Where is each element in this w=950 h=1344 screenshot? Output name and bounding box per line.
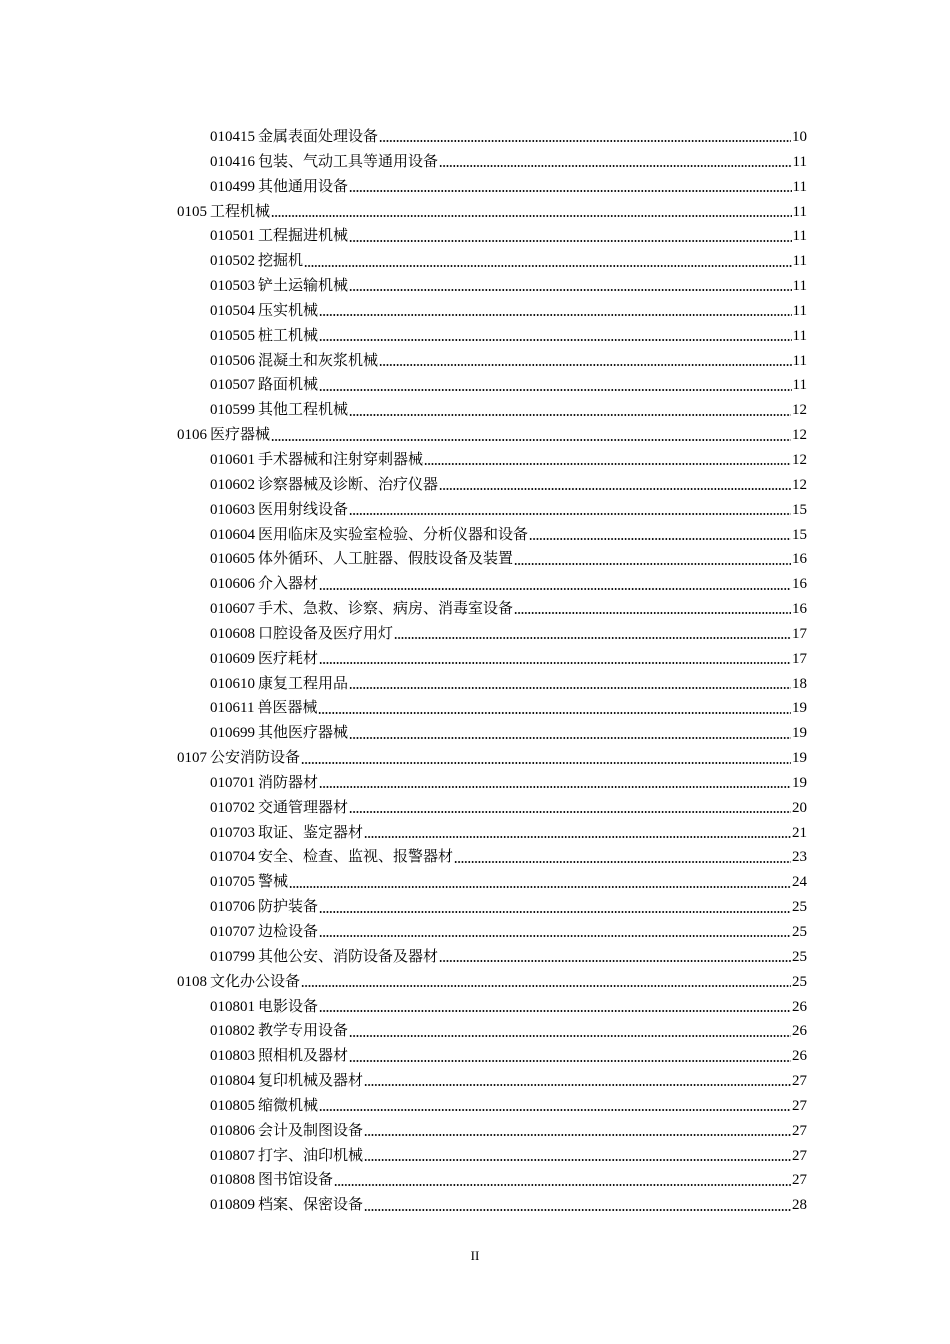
toc-entry-page-number: 16 — [792, 551, 807, 568]
toc-entry-code: 010804 — [210, 1073, 255, 1090]
toc-entry-title: 铲土运输机械 — [258, 278, 349, 295]
toc-entry-code: 010702 — [210, 799, 255, 816]
toc-entry-code: 010803 — [210, 1048, 255, 1065]
toc-entry[interactable] — [177, 1119, 807, 1144]
toc-entry-title: 文化办公设备 — [210, 973, 301, 990]
toc-entry-title: 诊察器械及诊断、治疗仪器 — [258, 476, 439, 493]
toc-entry-code: 010604 — [210, 526, 255, 543]
toc-entry-code: 010499 — [210, 178, 255, 195]
toc-entry-title: 图书馆设备 — [258, 1172, 334, 1189]
toc-entry-title: 档案、保密设备 — [258, 1197, 364, 1214]
dot-leader — [454, 859, 791, 865]
toc-entry-page-number: 27 — [792, 1122, 807, 1139]
toc-entry[interactable] — [177, 597, 807, 622]
toc-entry[interactable] — [177, 721, 807, 746]
toc-entry-page-number: 23 — [792, 849, 807, 866]
toc-entry[interactable] — [177, 523, 807, 548]
toc-entry[interactable] — [177, 373, 807, 398]
dot-leader — [319, 784, 791, 790]
toc-entry-title: 金属表面处理设备 — [258, 129, 379, 145]
toc-entry-page-number: 15 — [792, 501, 807, 518]
toc-entry-code: 010807 — [210, 1147, 255, 1164]
toc-entry-code: 010609 — [210, 650, 255, 667]
toc-entry[interactable] — [177, 622, 807, 647]
toc-entry-title: 医用射线设备 — [258, 501, 349, 518]
toc-entry-title: 压实机械 — [258, 302, 319, 319]
toc-entry-page-number: 25 — [792, 899, 807, 916]
toc-entry[interactable] — [177, 547, 807, 572]
toc-entry-code: 010505 — [210, 327, 255, 344]
toc-entry-page-number: 19 — [792, 774, 807, 791]
dot-leader — [364, 1157, 791, 1163]
toc-entry-page-number: 20 — [792, 799, 807, 816]
dot-leader — [349, 685, 791, 691]
toc-entry[interactable] — [177, 1019, 807, 1044]
toc-entry[interactable] — [177, 274, 807, 299]
toc-entry-page-number: 26 — [792, 998, 807, 1015]
toc-entry-page-number: 16 — [792, 576, 807, 593]
toc-entry-page-number: 12 — [792, 427, 807, 444]
toc-entry-code: 0107 — [177, 750, 207, 767]
toc-entry[interactable] — [177, 1094, 807, 1119]
dot-leader — [364, 1132, 791, 1138]
toc-entry[interactable] — [177, 796, 807, 821]
dot-leader — [271, 437, 791, 443]
toc-entry-code: 010707 — [210, 924, 255, 940]
dot-leader — [349, 1058, 791, 1064]
toc-entry-title: 缩微机械 — [258, 1097, 319, 1114]
toc-entry-page-number: 11 — [792, 228, 807, 245]
dot-leader — [271, 213, 792, 219]
toc-entry-page-number: 11 — [792, 253, 807, 270]
toc-entry-code: 010602 — [210, 476, 255, 493]
dot-leader — [319, 312, 792, 318]
toc-entry-title: 警械 — [258, 874, 289, 891]
toc-entry-page-number: 12 — [792, 476, 807, 493]
toc-entry-page-number: 17 — [792, 625, 807, 642]
toc-entry[interactable] — [177, 1193, 807, 1218]
dot-leader — [318, 710, 791, 716]
toc-section-entry[interactable] — [177, 200, 807, 225]
page-number: II — [470, 1248, 480, 1263]
toc-entry-page-number: 12 — [792, 402, 807, 419]
toc-entry-page-number: 12 — [792, 451, 807, 468]
toc-entry-page-number: 17 — [792, 650, 807, 667]
toc-entry-title: 边检设备 — [258, 924, 319, 940]
toc-entry-page-number: 25 — [792, 924, 807, 940]
toc-entry-page-number: 27 — [792, 1147, 807, 1164]
toc-section-entry[interactable] — [177, 970, 807, 995]
toc-entry-title: 教学专用设备 — [258, 1023, 349, 1040]
table-of-contents — [177, 125, 807, 1218]
toc-entry-code: 0108 — [177, 973, 207, 990]
toc-entry-page-number: 11 — [792, 327, 807, 344]
toc-section-entry[interactable] — [177, 423, 807, 448]
toc-entry-code: 010706 — [210, 899, 255, 916]
toc-entry-title: 打字、油印机械 — [258, 1147, 364, 1164]
toc-entry[interactable] — [177, 448, 807, 473]
toc-entry-title: 其他医疗器械 — [258, 725, 349, 742]
toc-entry[interactable] — [177, 572, 807, 597]
toc-entry-code: 010607 — [210, 601, 255, 618]
toc-entry-code: 010507 — [210, 377, 255, 394]
toc-entry-code: 0105 — [177, 203, 207, 220]
toc-entry-page-number: 11 — [792, 302, 807, 319]
toc-entry-title: 其他工程机械 — [258, 402, 349, 419]
toc-entry-page-number: 11 — [792, 153, 807, 170]
toc-entry-code: 010611 — [210, 700, 255, 717]
dot-leader — [514, 561, 791, 567]
dot-leader — [349, 287, 792, 293]
toc-entry[interactable] — [177, 249, 807, 274]
dot-leader — [364, 1082, 791, 1088]
toc-entry[interactable] — [177, 945, 807, 970]
toc-entry[interactable] — [177, 1069, 807, 1094]
toc-entry-code: 010703 — [210, 824, 255, 841]
toc-entry[interactable] — [177, 175, 807, 200]
toc-entry-title: 照相机及器材 — [258, 1048, 349, 1065]
toc-entry-title: 手术器械和注射穿刺器械 — [258, 451, 424, 468]
toc-entry-page-number: 25 — [792, 948, 807, 965]
toc-entry-code: 010704 — [210, 849, 255, 866]
toc-entry-title: 混凝土和灰浆机械 — [258, 352, 379, 369]
dot-leader — [349, 809, 791, 815]
toc-entry-title: 医疗器械 — [210, 427, 271, 444]
dot-leader — [319, 909, 791, 915]
toc-entry[interactable] — [177, 324, 807, 349]
toc-entry-page-number: 27 — [792, 1073, 807, 1090]
dot-leader — [319, 337, 792, 343]
toc-entry-code: 010802 — [210, 1023, 255, 1040]
toc-entry-page-number: 19 — [792, 750, 807, 767]
dot-leader — [319, 660, 791, 666]
toc-entry-page-number: 11 — [792, 203, 807, 220]
toc-entry-code: 010606 — [210, 576, 255, 593]
toc-entry-title: 包装、气动工具等通用设备 — [258, 153, 439, 170]
toc-entry-title: 公安消防设备 — [210, 750, 301, 767]
toc-entry-code: 010416 — [210, 153, 255, 170]
toc-entry-page-number: 15 — [792, 526, 807, 543]
dot-leader — [301, 760, 791, 766]
toc-entry-page-number: 27 — [792, 1172, 807, 1189]
toc-entry-code: 010806 — [210, 1122, 255, 1139]
toc-entry-code: 010503 — [210, 278, 255, 295]
toc-entry-page-number: 16 — [792, 601, 807, 618]
toc-entry[interactable] — [177, 398, 807, 423]
dot-leader — [349, 238, 792, 244]
toc-entry-title: 工程掘进机械 — [258, 228, 349, 245]
toc-entry-page-number: 24 — [792, 874, 807, 891]
toc-entry-page-number: 26 — [792, 1023, 807, 1040]
dot-leader — [349, 188, 792, 194]
toc-entry-title: 会计及制图设备 — [258, 1122, 364, 1139]
toc-entry-title: 复印机械及器材 — [258, 1073, 364, 1090]
dot-leader — [319, 933, 791, 939]
toc-entry-title: 口腔设备及医疗用灯 — [258, 625, 394, 642]
toc-entry-code: 010599 — [210, 402, 255, 419]
toc-entry[interactable] — [177, 821, 807, 846]
dot-leader — [424, 461, 791, 467]
toc-entry[interactable] — [177, 672, 807, 697]
dot-leader — [379, 138, 791, 144]
toc-entry-code: 010504 — [210, 302, 255, 319]
toc-entry-title: 电影设备 — [258, 998, 319, 1015]
toc-entry-page-number: 27 — [792, 1097, 807, 1114]
toc-entry-title: 康复工程用品 — [258, 675, 349, 692]
toc-entry-page-number: 11 — [792, 377, 807, 394]
toc-entry-title: 体外循环、人工脏器、假肢设备及装置 — [258, 551, 514, 568]
toc-entry-title: 介入器材 — [258, 576, 319, 593]
toc-entry-title: 挖掘机 — [258, 253, 304, 270]
toc-entry-title: 桩工机械 — [258, 327, 319, 344]
toc-entry-page-number: 19 — [792, 700, 807, 717]
toc-entry-page-number: 11 — [792, 352, 807, 369]
toc-entry-title: 交通管理器材 — [258, 799, 349, 816]
toc-entry[interactable] — [177, 150, 807, 175]
dot-leader — [439, 163, 792, 169]
toc-entry-title: 手术、急救、诊察、病房、消毒室设备 — [258, 601, 514, 618]
toc-entry-code: 010506 — [210, 352, 255, 369]
dot-leader — [364, 834, 791, 840]
dot-leader — [289, 884, 791, 890]
dot-leader — [439, 486, 791, 492]
toc-entry-code: 010808 — [210, 1172, 255, 1189]
toc-entry[interactable] — [177, 1144, 807, 1169]
toc-entry[interactable] — [177, 299, 807, 324]
toc-entry-title: 医用临床及实验室检验、分析仪器和设备 — [258, 526, 529, 543]
dot-leader — [319, 1107, 791, 1113]
dot-leader — [379, 362, 792, 368]
toc-entry-code: 010699 — [210, 725, 255, 742]
toc-entry-title: 兽医器械 — [257, 700, 318, 717]
toc-entry-code: 010415 — [210, 129, 255, 145]
toc-entry-code: 010610 — [210, 675, 255, 692]
toc-entry-page-number: 10 — [792, 129, 807, 145]
dot-leader — [334, 1182, 791, 1188]
toc-entry-page-number: 19 — [792, 725, 807, 742]
dot-leader — [529, 536, 791, 542]
toc-entry[interactable] — [177, 845, 807, 870]
toc-entry-title: 防护装备 — [258, 899, 319, 916]
toc-entry[interactable] — [177, 771, 807, 796]
toc-entry-title: 其他通用设备 — [258, 178, 349, 195]
toc-entry-code: 010501 — [210, 228, 255, 245]
toc-entry-code: 0106 — [177, 427, 207, 444]
dot-leader — [439, 958, 791, 964]
dot-leader — [394, 635, 791, 641]
toc-entry-code: 010705 — [210, 874, 255, 891]
toc-entry-code: 010603 — [210, 501, 255, 518]
toc-entry[interactable] — [177, 696, 807, 721]
dot-leader — [364, 1207, 791, 1213]
dot-leader — [349, 735, 791, 741]
toc-entry-page-number: 11 — [792, 278, 807, 295]
toc-entry-code: 010502 — [210, 253, 255, 270]
toc-entry-code: 010801 — [210, 998, 255, 1015]
toc-entry[interactable] — [177, 349, 807, 374]
toc-entry-page-number: 18 — [792, 675, 807, 692]
toc-entry-title: 安全、检查、监视、报警器材 — [258, 849, 454, 866]
toc-entry[interactable] — [177, 1168, 807, 1193]
toc-entry-title: 消防器材 — [258, 774, 319, 791]
toc-section-entry[interactable] — [177, 746, 807, 771]
toc-entry-code: 010608 — [210, 625, 255, 642]
dot-leader — [349, 1033, 791, 1039]
toc-entry[interactable] — [177, 995, 807, 1020]
dot-leader — [349, 412, 791, 418]
toc-entry[interactable] — [177, 224, 807, 249]
toc-entry-page-number: 28 — [792, 1197, 807, 1214]
toc-entry-code: 010701 — [210, 774, 255, 791]
dot-leader — [349, 511, 791, 517]
toc-entry-title: 工程机械 — [210, 203, 271, 220]
toc-entry-page-number: 26 — [792, 1048, 807, 1065]
toc-entry-code: 010799 — [210, 948, 255, 965]
dot-leader — [514, 610, 791, 616]
toc-entry-page-number: 11 — [792, 178, 807, 195]
toc-entry-code: 010805 — [210, 1097, 255, 1114]
dot-leader — [301, 983, 791, 989]
toc-entry[interactable] — [177, 920, 807, 945]
dot-leader — [319, 387, 792, 393]
toc-entry[interactable] — [177, 1044, 807, 1069]
toc-entry-title: 医疗耗材 — [258, 650, 319, 667]
toc-entry[interactable] — [177, 647, 807, 672]
toc-entry-title: 取证、鉴定器材 — [258, 824, 364, 841]
toc-entry-code: 010601 — [210, 451, 255, 468]
toc-entry-code: 010809 — [210, 1197, 255, 1214]
toc-entry-page-number: 21 — [792, 824, 807, 841]
toc-entry-title: 其他公安、消防设备及器材 — [258, 948, 439, 965]
dot-leader — [304, 263, 792, 269]
toc-entry[interactable] — [177, 870, 807, 895]
toc-entry[interactable] — [177, 125, 807, 150]
toc-entry[interactable] — [177, 895, 807, 920]
dot-leader — [319, 586, 791, 592]
toc-entry[interactable] — [177, 473, 807, 498]
toc-entry-code: 010605 — [210, 551, 255, 568]
dot-leader — [319, 1008, 791, 1014]
toc-entry-title: 路面机械 — [258, 377, 319, 394]
toc-entry[interactable] — [177, 498, 807, 523]
toc-entry-page-number: 25 — [792, 973, 807, 990]
